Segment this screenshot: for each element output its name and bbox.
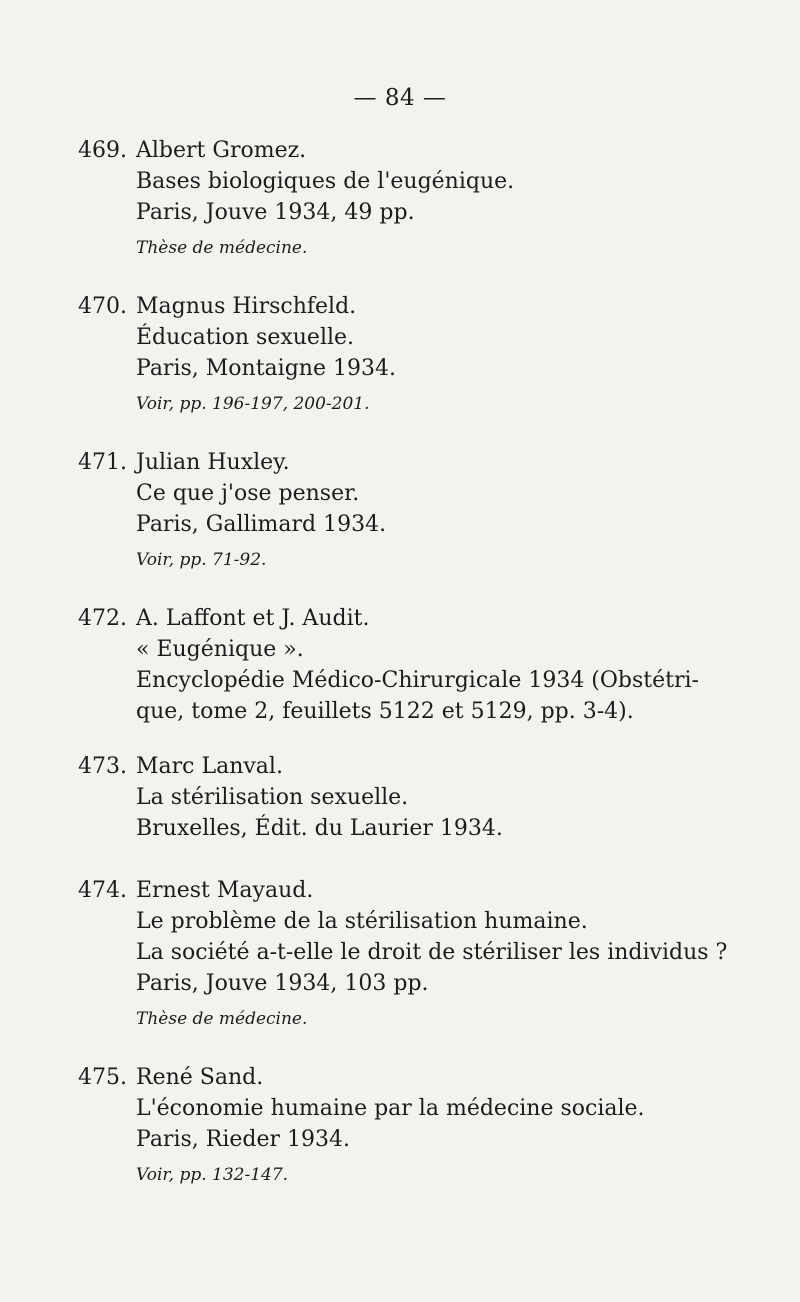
entry-title: L'économie humaine par la médecine sociale.	[136, 1096, 645, 1121]
entry-author: René Sand.	[136, 1065, 264, 1090]
entry-number: 472.	[78, 606, 127, 631]
entry-publication: Paris, Jouve 1934, 49 pp.	[136, 200, 415, 225]
entry-number: 470.	[78, 294, 127, 319]
entry-note: Voir, pp. 71-92.	[136, 550, 267, 570]
entry-title: Le problème de la stérilisation humaine.	[136, 909, 588, 934]
entry-note: Thèse de médecine.	[136, 238, 308, 258]
entry-publication: Paris, Montaigne 1934.	[136, 356, 396, 381]
entry-author: Magnus Hirschfeld.	[136, 294, 357, 319]
entry-publication: que, tome 2, feuillets 5122 et 5129, pp. 3-4).	[136, 699, 634, 724]
entry-note: Thèse de médecine.	[136, 1009, 308, 1029]
entry-author: Marc Lanval.	[136, 754, 283, 779]
entry-author: A. Laffont et J. Audit.	[136, 606, 370, 631]
entry-publication: Bruxelles, Édit. du Laurier 1934.	[136, 816, 503, 841]
entry-number: 475.	[78, 1065, 127, 1090]
entry-author: Albert Gromez.	[136, 138, 307, 163]
entry-author: Julian Huxley.	[136, 450, 290, 475]
entry-note: Voir, pp. 196-197, 200-201.	[136, 394, 370, 414]
entry-body	[136, 135, 776, 260]
entry-number: 471.	[78, 450, 127, 475]
entry-title: Éducation sexuelle.	[136, 325, 355, 350]
entry-title: La stérilisation sexuelle.	[136, 785, 409, 810]
entry-publication: Encyclopédie Médico-Chirurgicale 1934 (Obstétri-	[136, 668, 699, 693]
entry-number: 473.	[78, 754, 127, 779]
entry-body	[136, 291, 776, 416]
entry-note: Voir, pp. 132-147.	[136, 1165, 289, 1185]
page-number: — 84 —	[353, 85, 447, 111]
entry-author: Ernest Mayaud.	[136, 878, 314, 903]
entry-publication: Paris, Rieder 1934.	[136, 1127, 350, 1152]
entry-subtitle: La société a-t-elle le droit de stériliser les individus ?	[136, 940, 728, 965]
entry-title: « Eugénique ».	[136, 637, 304, 662]
entry-publication: Paris, Gallimard 1934.	[136, 512, 387, 537]
entry-title: Ce que j'ose penser.	[136, 481, 360, 506]
entry-number: 474.	[78, 878, 127, 903]
entry-title: Bases biologiques de l'eugénique.	[136, 169, 515, 194]
entry-number: 469.	[78, 138, 127, 163]
entry-publication: Paris, Jouve 1934, 103 pp.	[136, 971, 429, 996]
entry-body	[136, 1062, 776, 1187]
entry-body	[136, 447, 776, 572]
entry-body	[136, 603, 776, 727]
entry-body	[136, 751, 776, 844]
entry-body	[136, 875, 776, 1031]
